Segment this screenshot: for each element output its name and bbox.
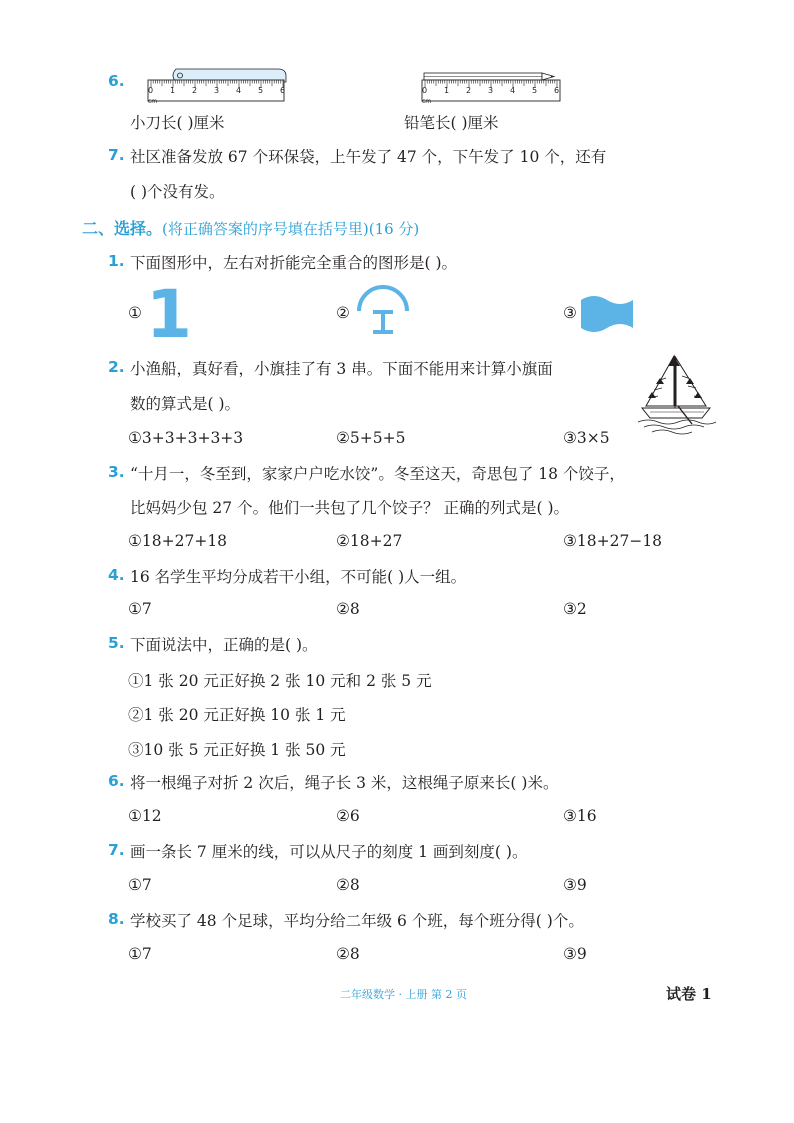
q2-text-line1: 小渔船，真好看，小旗挂了有 3 串。下面不能用来计算小旗面 [130,360,553,378]
ruler-unit-label-2: cm [422,98,432,105]
q5-option-3[interactable]: ③10 张 5 元正好换 1 张 50 元 [128,741,346,759]
q3-option-3[interactable]: ③18+27−18 [563,532,663,550]
q4-option-3[interactable]: ③2 [563,600,587,618]
q1-option-2-figure [356,286,410,338]
q2-option-2[interactable]: ②5+5+5 [336,429,406,447]
q4-number: 4. [108,566,125,584]
q7-option-1[interactable]: ①7 [128,876,152,894]
q7-number: 7. [108,841,125,859]
fill-q6-number: 6. [108,72,125,90]
q7-option-2[interactable]: ②8 [336,876,360,894]
fill-q6-knife-blank[interactable]: 小刀长( )厘米 [130,114,225,132]
fill-q7-blank[interactable]: ( )个没有发。 [130,183,225,201]
q6-number: 6. [108,772,125,790]
q3-number: 3. [108,463,125,481]
q3-option-1[interactable]: ①18+27+18 [128,532,228,550]
q4-option-2[interactable]: ②8 [336,600,360,618]
q4-text: 16 名学生平均分成若干小组，不可能( )人一组。 [130,568,467,586]
q2-option-3[interactable]: ③3×5 [563,429,610,447]
ruler-unit-label: cm [148,98,158,105]
q5-number: 5. [108,634,125,652]
section-2-title: 二、选择。 [82,219,163,238]
ruler-knife-illustration [146,66,288,104]
q1-text: 下面图形中，左右对折能完全重合的图形是( )。 [130,254,458,272]
paper-label: 试卷 1 [666,985,712,1003]
q1-option-3-label[interactable]: ③ [563,304,577,322]
q1-option-2-label[interactable]: ② [336,304,350,322]
q8-number: 8. [108,910,125,928]
q5-option-1[interactable]: ①1 张 20 元正好换 2 张 10 元和 2 张 5 元 [128,672,432,690]
q8-option-2[interactable]: ②8 [336,945,360,963]
q1-option-3-figure [581,294,633,332]
q7-option-3[interactable]: ③9 [563,876,587,894]
page-footer-center: 二年级数学 · 上册 第 2 页 [340,988,467,1001]
q7-text: 画一条长 7 厘米的线，可以从尺子的刻度 1 画到刻度( )。 [130,843,528,861]
q5-option-2[interactable]: ②1 张 20 元正好换 10 张 1 元 [128,706,346,724]
q1-option-1-figure: 1 [146,276,192,353]
q5-text: 下面说法中，正确的是( )。 [130,636,318,654]
q3-option-2[interactable]: ②18+27 [336,532,403,550]
section-2-heading [82,216,419,239]
q2-number: 2. [108,358,125,376]
fill-q6-pencil-blank[interactable]: 铅笔长( )厘米 [404,114,499,132]
q6-text: 将一根绳子对折 2 次后，绳子长 3 米，这根绳子原来长( )米。 [130,774,559,792]
q8-option-1[interactable]: ①7 [128,945,152,963]
q6-option-3[interactable]: ③16 [563,807,597,825]
q1-number: 1. [108,252,125,270]
fill-q7-number: 7. [108,146,125,164]
q2-option-1[interactable]: ①3+3+3+3+3 [128,429,244,447]
fill-q7-line1: 社区准备发放 67 个环保袋，上午发了 47 个，下午发了 10 个，还有 [130,148,607,166]
q3-text-line1: “十月一，冬至到，家家户户吃水饺”。冬至这天，奇思包了 18 个饺子， [130,465,625,483]
q3-text-line2: 比妈妈少包 27 个。他们一共包了几个饺子？ 正确的列式是( )。 [130,499,570,517]
q8-option-3[interactable]: ③9 [563,945,587,963]
section-2-note: (将正确答案的序号填在括号里)(16 分) [162,220,420,238]
q2-text-line2: 数的算式是( )。 [130,395,241,413]
q6-option-1[interactable]: ①12 [128,807,162,825]
q6-option-2[interactable]: ②6 [336,807,360,825]
sailboat-illustration [636,354,716,434]
q8-text: 学校买了 48 个足球，平均分给二年级 6 个班，每个班分得( )个。 [130,912,584,930]
q1-option-1-label[interactable]: ① [128,304,142,322]
q4-option-1[interactable]: ①7 [128,600,152,618]
